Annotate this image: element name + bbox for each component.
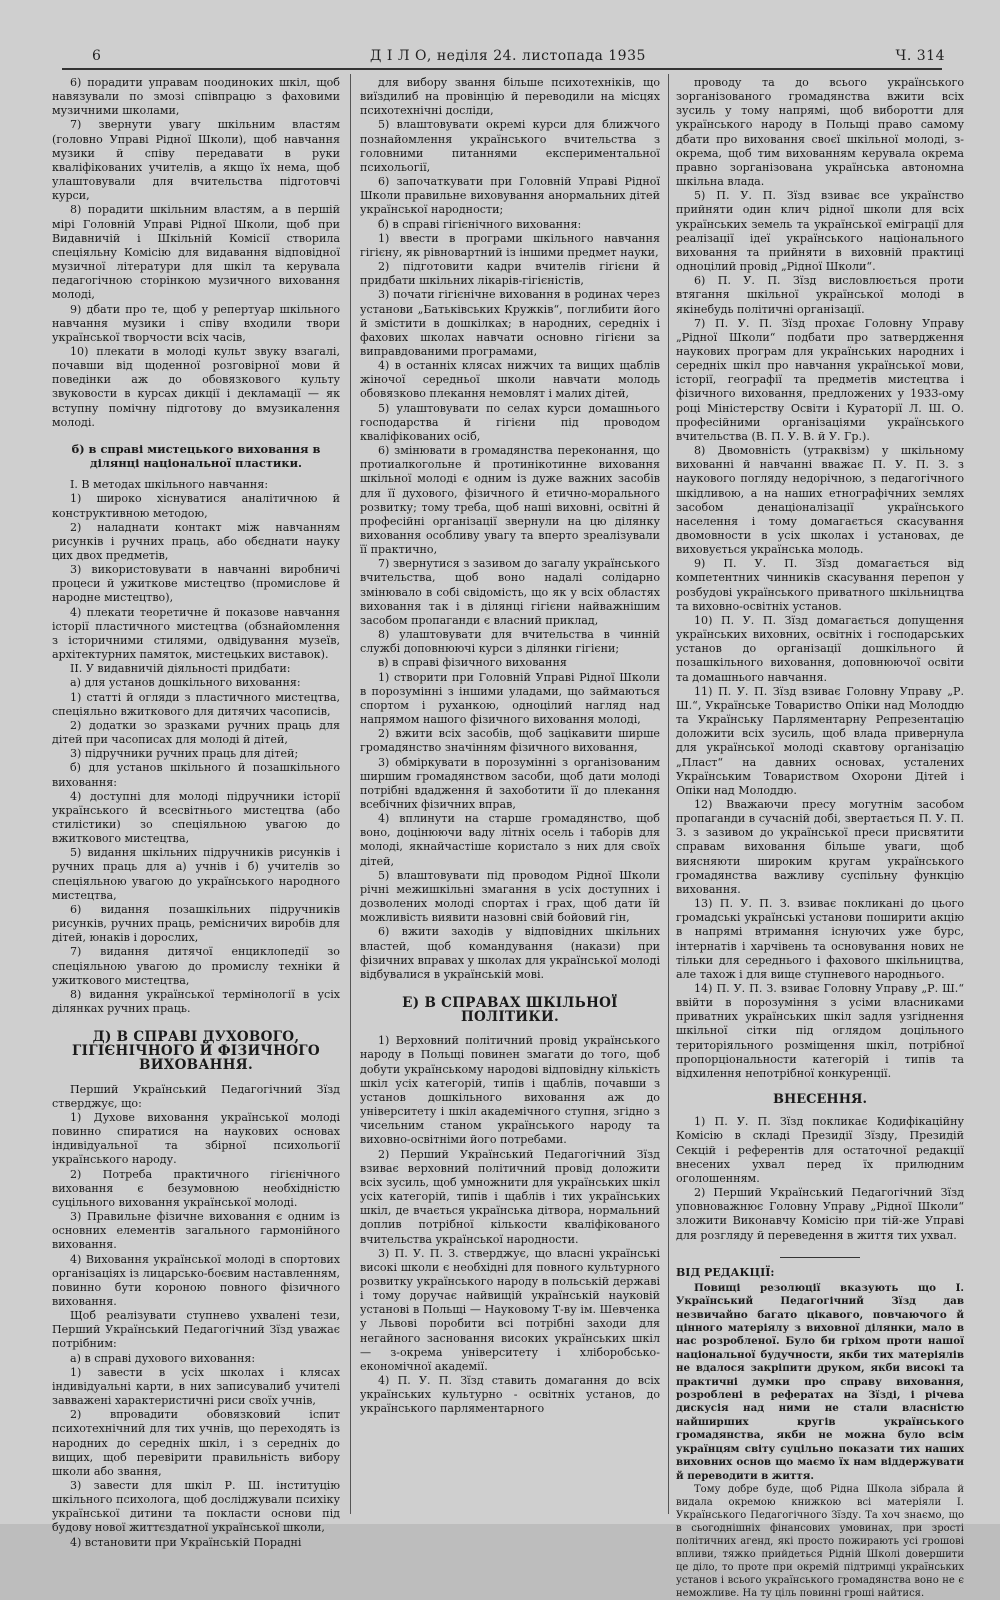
column-2-paragraphs [360, 76, 660, 982]
section-heading-e: Е) В СПРАВАХ ШКІЛЬНОЇ ПОЛІТИКИ. [402, 995, 618, 1026]
paragraph: 1) Духове виховання української молоді повинно спиратися на наукових основах індивідуальної та збірної психольогії українського народу. [52, 1110, 340, 1167]
paragraph: 5) влаштовувати окремі курси для ближчого познайомлення українського вчительства з головними питаннями експериментальної психольогії, [360, 118, 660, 174]
paragraph: 3) П. У. П. З. стверджує, що власні українські високі школи є необхідні для повного культурного розвитку українського народу в польській державі і тому доручає найвищій українській науковій установі в Польщі — Науковому Т-ву ім. Шевченка у Львові поробити всі потрібні заходи для негайного засновання високих українських шкіл — з-окрема університету і хліборобсько-економічної академії. [360, 1246, 660, 1373]
section-heading-b: б) в справі мистецького виховання в ділянці національної пластики. [71, 441, 321, 471]
column-divider [350, 74, 351, 1514]
paragraph: Щоб реалізувати ступнево ухвалені тези, Перший Український Педагогічний Зїзд уважає потрібним: [52, 1309, 340, 1351]
page-header [60, 48, 945, 70]
paragraph: для вибору звання більше психотехніків, що виїздилиб на провінцію й переводили на місцях психотехнічні досліди, [360, 76, 660, 118]
paragraph: 1) Верховний політичний провід українського народу в Польщі повинен змагати до того, щоб добути українському народові відповідну кількість шкіл усіх категорій, типів і щаблів, почавши з установ дошкільного виховання аж до університету і шкіл академічного ступня, згідно з чисельним станом українського народу та виховно-освітніми його потребами. [360, 1034, 660, 1147]
paragraph: 13) П. У. П. З. взиває покликані до цього громадські українські установи поширити акцію в напрямі втримання існуючих уже бурс, інтернатів і харчівень та основування нових не тільки для середнього і фахового шкільництва, але тахож і для вище ступневого народнього. [676, 897, 964, 981]
paragraph: а) для установ дошкільного виховання: [70, 676, 301, 690]
paragraph: проводу та до всього українського зорганізованого громадянства вжити всіх зусиль у тому напрямі, щоб виборотти для українського народу в Польщі право самому дбати про виховання своєї шкільної молоді, з-окрема, щоб тим вихованням керувала окрема правно зорганізована українська автономна шкільна влада. [676, 76, 964, 189]
paragraph: 3) Правильне фізичне виховання є одним із основних елементів загального гармонійного виховання. [52, 1210, 340, 1252]
paragraph: 2) підготовити кадри вчителів гігієни й придбати шкільних лікарів-гігієністів, [360, 260, 660, 288]
paragraph: І. В методах шкільного навчання: [70, 478, 269, 492]
paragraph: 5) П. У. П. Зїзд взиває все українство прийняти один клич рідної школи для всіх українських земель та української еміграції для реалізації ідеї українського національного виховання та прийняти в виховній практиці одноцілий провід „Рідної Школи“. [676, 189, 964, 274]
paragraph: 3) підручники ручних праць для дітей; [70, 747, 299, 761]
paragraph: 1) статті й огляди з пластичного мистецтва, спеціяльно вжиткового для дитячих часописів, [52, 690, 340, 718]
editor-note: Повищі резолюції вказують що І. Український Педагогічний Зїзд дав незвичайно багато цікавого, повчаючого й цінного матеріялу з виховної ділянки, мало в нас розробленої. Було би гріхом проти нашої національної будучности, якби тих матеріялів не вдалося закріпити друком, якби високі та практичні думки про справу виховання, розроблені в рефератах на Зїзді, і річева дискусія над ними не стали власністю найширших кругів українського громадянства, якби не можна було всім українцям світу суцільно показати тих наших виховних основ що маємо їх нам віддержувати й переводити в життя. [676, 1281, 964, 1482]
paragraph: 14) П. У. П. З. взиває Головну Управу „Р. Ш.“ ввійти в порозуміння з усіми власниками приватних українських шкіл задля узгіднення шкільної сітки під оглядом доцільного територіяльного розміщення шкіл, потрібної пропорціональности категорій і типів та відхилення непотрібної конкуренції. [676, 982, 964, 1080]
column-1 [52, 76, 340, 1549]
paragraph: 4) встановити при Українській Порадні [70, 1535, 302, 1549]
paragraph: 4) плекати теоретичне й показове навчання історії пластичного мистецтва (обзнайомлення з історичними стилями, одвідування музеїв, архітектурних памяток, мистецьких виставок). [52, 605, 340, 662]
section-heading-v: ВНЕСЕННЯ. [773, 1092, 867, 1108]
column-divider [668, 74, 669, 1514]
paragraph: 5) видання шкільних підручників рисунків і ручних праць для а) учнів і б) учителів зо спеціяльною увагою до українського народного мистецтва, [52, 846, 340, 902]
paragraph: 1) завести в усіх школах і клясах індивідуальні карти, в них записувалиб учителі завважені характеристичні риси своїх учнів, [52, 1365, 340, 1408]
paragraph: в) в справі фізичного виховання [378, 656, 567, 670]
paragraph: 9) П. У. П. Зїзд домагається від компетентних чинників скасування перепон у розбудові українського приватного шкільництва та виховно-освітніх установ. [676, 557, 964, 613]
masthead: Д І Л О, неділя 24. листопада 1935 [370, 48, 646, 64]
paragraph: 10) П. У. П. Зїзд домагається допущення українських виховних, освітніх і господарських установ до організації дошкільного й позашкільного виховання, доповнюючої освіти та домашнього навчання. [676, 613, 964, 684]
paragraph: 8) улаштовувати для вчительства в чинній службі доповнюючі курси з ділянки гігієни; [360, 628, 660, 656]
paragraph: 6) вжити заходів у відповідних шкільних властей, щоб командування (накази) при фізичних вправах у школах для української молоді відбувалися в українській мові. [360, 925, 660, 981]
paragraph: 6) порадити управам поодиноких шкіл, щоб навязували по змозі співпрацю з фаховими музичними школами, [52, 76, 340, 118]
paragraph: 3) використовувати в навчанні виробничі процеси й ужиткове мистецтво (промислове й народне мистецтво), [52, 563, 340, 605]
paragraph: 8) видання української термінології в усіх ділянках ручних праць. [52, 987, 340, 1015]
column-3-paragraphs [676, 76, 964, 1081]
paragraph: 5) улаштовувати по селах курси домашнього господарства й гігієни під проводом кваліфікованих осіб, [360, 401, 660, 443]
paragraph: 7) видання дитячої енциклопедії зо спеціяльною увагою до промислу техніки й ужиткового мистецтва, [52, 945, 340, 987]
header-rule [62, 68, 942, 70]
paragraph: 2) Перший Український Педагогічний Зїзд взиває верховний політичний провід доложити всіх зусиль, щоб умножнити для українських шкіл усіх категорій, типів і щаблів і тих українських шкіл, де вчається українська дітвора, нормальний доплив потрібної кількости кваліфікованого вчительства української народности. [360, 1147, 660, 1246]
column-1-section-b [52, 478, 340, 1016]
column-1-section-d [52, 1083, 340, 1550]
paragraph: б) для установ шкільного й позашкільного виховання: [52, 761, 340, 789]
paragraph: 4) П. У. П. Зїзд ставить домагання до всіх українських культурно - освітніх установ, до українського парляментарного [360, 1374, 660, 1416]
column-3 [676, 76, 964, 1599]
paragraph: 2) впровадити обовязковий іспит психотехнічний для тих учнів, що переходять із народних до середніх шкіл, і з середніх до вищих, щоб перевірити правильність вибору школи або звання, [52, 1408, 340, 1478]
paragraph: 4) в останніх клясах нижчих та вищих щаблів жіночої середньої школи навчати молодь обовязково плекання немовлят і малих дітей, [360, 359, 660, 401]
paragraph: 8) Двомовність (утраквізм) у шкільному вихованні й навчанні вважає П. У. П. З. з наукового погляду недорічною, з педагогічного шкідливою, а на наших етнографічних землях засобом денаціоналізації українського населення і тому домагається скасування двомовности в усіх школах і установах, де виховується українська молодь. [676, 444, 964, 557]
editor-note-2: Тому добре буде, щоб Рідна Школа зібрала й видала окремою книжкою всі матеріяли І. Українського Педагогічного Зїзду. Та хоч знаємо, що в сьогоднішніх фінансових умовинах, при зрості політичних агенд, які просто пожирають усі грошові впливи, тяжко прийдеться Рідній Школі довершити це діло, то проте при окремій підтримці українських установ і всього українського громадянства воно не є неможливе. На ту ціль повинні гроші найтися. [676, 1483, 964, 1599]
column-3-section-v [676, 1115, 964, 1242]
editor-heading: ВІД РЕДАКЦІЇ: [676, 1265, 775, 1279]
paragraph: 1) П. У. П. Зїзд покликає Кодифікаційну Комісію в складі Президії Зїзду, Президій Секцій і референтів для остаточної редакції внесених ухвал перед їх прилюдним оголошенням. [676, 1115, 964, 1185]
paragraph: 3) обміркувати в порозумінні з організованим ширшим громадянством засоби, щоб дати молоді потрібні вдадження й захоботити її до плекання всебічних фізичних вправ, [360, 755, 660, 811]
paragraph: 2) наладнати контакт між навчанням рисунків і ручних праць, або обєднати науку цих двох предметів, [52, 520, 340, 562]
paragraph: 5) влаштовувати під проводом Рідної Школи річні межишкільні змагання в усіх доступних і дозволених молоді спортах і грах, щоб дати їй можливість виявити назовні свій бойовий гін, [360, 868, 660, 925]
paragraph: 6) видання позашкільних підручників рисунків, ручних праць, ремісничих виробів для дітей, юнаків і дорослих, [52, 902, 340, 945]
paragraph: 6) започаткувати при Головній Управі Рідної Школи правильне виховування анормальних дітей української народности; [360, 175, 660, 217]
paragraph: 2) Перший Український Педагогічний Зїзд уповноважнює Головну Управу „Рідної Школи“ зложити Виконавчу Комісію при тій-же Управі для розгляду й переведення в життя тих ухвал. [676, 1186, 964, 1242]
paragraph: 7) П. У. П. Зїзд прохає Головну Управу „Рідної Школи“ подбати про затвердження наукових програм для українських народних і середніх шкіл про навчання української мови, історії, географії та предметів мистецтва і фізичного виховання, предложених у 1933-ому році Міністерству Освіти і Кураторії Л. Ш. О. професійними організаціями українського вчительства (В. П. У. В. й У. Гр.). [676, 316, 964, 443]
paragraph: 4) Виховання української молоді в спортових організаціях із лицарсько-боєвим наставленням, повинно бути короною повного фізичного виховання. [52, 1252, 340, 1308]
paragraph: 1) широко хіснуватися аналітичною й конструктивною методою, [52, 492, 340, 520]
editor-rule [780, 1257, 860, 1258]
paragraph: 10) плекати в молоді культ звуку взагалі, почавши від щоденної розговірної мови й поведінки аж до обовязкового культу звуковости в курсах дикції і декламації — як вступну помічну підготову до вмузикалення молоді. [52, 344, 340, 429]
paragraph: 12) Вважаючи пресу могутнім засобом пропаганди в сучасній добі, звертається П. У. П. З. з зазивом до української преси присвятити справам виховання більше уваги, щоб виясняюти широким кругам українського громадянства важливу суспільну функцію виховання. [676, 797, 964, 896]
paragraph: 4) вплинути на старше громадянство, щоб воно, доцінюючи ваду літніх осель і таборів для молоді, якнайчастіше користало з них для своїх дітей, [360, 812, 660, 868]
paragraph: 8) порадити шкільним властям, а в першій мірі Головній Управі Рідної Школи, щоб при Видавничій і Шкільній Комісії створила спеціяльну Комісію для видавання відповідної музичної літератури для шкіл та керувала педагогічною сторінкою музичного виховання молоді, [52, 203, 340, 302]
paragraph: 2) вжити всіх засобів, щоб зацікавити ширше громадянство значінням фізичного виховання, [360, 727, 660, 755]
paragraph: 3) почати гігієнічне виховання в родинах через установи „Батьківських Кружків“, поглибити його й змістити в дошкілках; в народних, середніх і фахових школах навчати основно гігієни за виправдованими програмами, [360, 288, 660, 358]
column-2 [360, 76, 660, 1511]
paragraph: б) в справі гігієнічного виховання: [378, 217, 582, 231]
paragraph: 7) звернути увагу шкільним властям (головно Управі Рідної Школи), щоб навчання музики й співу передавати в руки кваліфікованих учителів, а якщо їх нема, щоб улаштовували для вчительства підготовчі курси, [52, 118, 340, 203]
section-heading-d: Д) В СПРАВІ ДУХОВОГО, ГІГІЄНІЧНОГО Й ФІЗИЧНОГО ВИХОВАННЯ. [72, 1029, 320, 1074]
paragraph: 6) П. У. П. Зїзд висловлюється проти втягання шкільної української молоді в якінебудь політичні організації. [676, 274, 964, 316]
issue-number: Ч. 314 [895, 48, 945, 64]
paragraph: 9) дбати про те, щоб у репертуар шкільного навчання музики і співу входили твори української творчости всіх часів, [52, 302, 340, 344]
paragraph: 6) змінювати в громадянства переконання, що протиалкогольне й протинікотинне виховання шкільної молоді є одним із дуже важних засобів для її духового, фізичного й етично-морального розвитку; тому треба, щоб наші виховні, освітні й професійні організації звернули на цю ділянку виховання особливу увагу та вперто зреалізували її практично, [360, 444, 660, 557]
column-1-paragraphs [52, 76, 340, 430]
paragraph: 1) ввести в програми шкільного навчання гігієну, як рівновартний із іншими предмет науки, [360, 231, 660, 259]
paragraph: 2) додатки зо зразками ручних праць для дітей при часописах для молоді й дітей, [52, 718, 340, 747]
paragraph: 7) звернутися з зазивом до загалу українського вчительства, щоб воно надалі солідарно змінювало в собі свідомість, що як у всіх областях виховання так і в ділянці гігієни найважнішим засобом пропаганди є власний приклад, [360, 557, 660, 627]
paragraph: Перший Український Педагогічний Зїзд стверджує, що: [52, 1082, 340, 1110]
paragraph: ІІ. У видавничій діяльності придбати: [70, 662, 291, 676]
page-number: 6 [92, 48, 102, 64]
paragraph: а) в справі духового виховання: [70, 1351, 256, 1365]
paragraph: 3) завести для шкіл Р. Ш. інституцію шкільного психолога, щоб досліджували психіку української дитини та покласти основи під будову нової життєздатної української школи, [52, 1479, 340, 1535]
paragraph: 11) П. У. П. Зїзд взиває Головну Управу „Р. Ш.“, Українське Товариство Опіки над Молоддю та Українську Парляментарну Репрезентацію доложити всіх зусиль, щоб влада привернула для української молоді скавтову організацію „Пласт“ на давних основах, усталених Українським Товариством Охорони Дітей і Опіки над Молоддю. [676, 684, 964, 797]
paragraph: 2) Потреба практичного гігієнічного виховання є безумовною необхідністю суцільного виховання української молоді. [52, 1167, 340, 1209]
column-2-section-e [360, 1034, 660, 1416]
paragraph: 1) створити при Головній Управі Рідної Школи в порозумінні з іншими уладами, що займаються спортом і руханкою, одноцілий нагляд над напрямом нашого фізичного виховання молоді, [360, 670, 660, 727]
paragraph: 4) доступні для молоді підручники історії українського й всесвітнього мистецтва (або стилістики) зо спеціяльною увагою до вжиткового мистецтва, [52, 789, 340, 846]
